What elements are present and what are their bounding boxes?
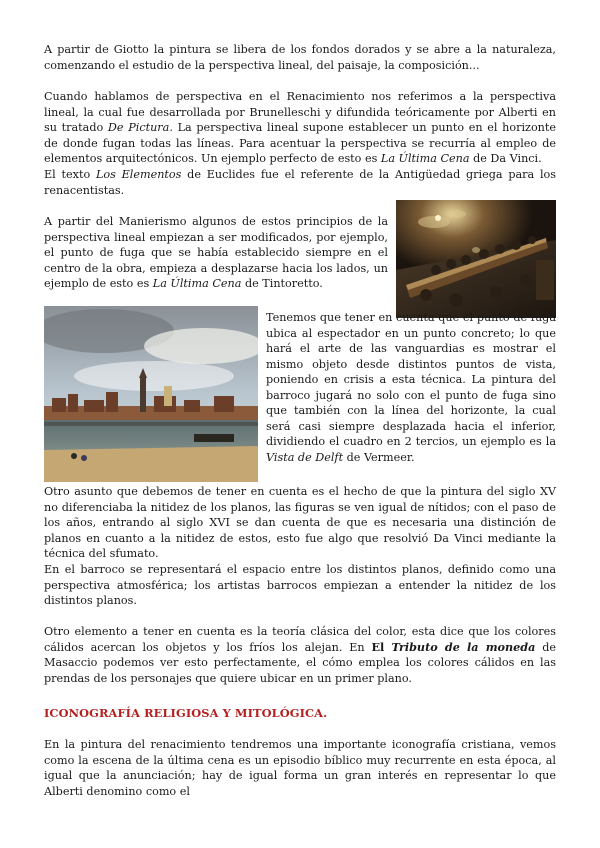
title-los-elementos: Los Elementos bbox=[95, 168, 182, 181]
paragraph-perspectiva-lineal bbox=[44, 89, 556, 167]
paragraph-euclides bbox=[44, 167, 556, 198]
text-span: de Tintoretto. bbox=[241, 277, 323, 290]
text-span: A partir del Manierismo algunos de estos principios de la perspectiva lineal empiezan a ser modificados, por ejemplo, el punto de fuga que se había establecido siempre en el centro de la obra, empieza a desplazarse hacia los lados, un ejemplo de esto es bbox=[44, 215, 388, 290]
text-span: Cuando hablamos de perspectiva en el Renacimiento nos referimos a la perspectiva lineal, la cual fue desarrollada por Brunelleschi y difundida teóricamente por Alberti en su tratado bbox=[44, 90, 556, 134]
paragraph-nitidez: Otro asunto que debemos de tener en cuenta es el hecho de que la pintura del siglo XV no diferenciaba la nitidez de los planos, las figuras se ven igual de nítidos; con el paso de los años, entrando al siglo XVI se dan cuenta de que es necesaria una distinción de planos en cuanto a la nitidez de estos, esto fue algo que resolvió Da Vinci mediante la técnica del sfumato. bbox=[44, 485, 556, 560]
image-vermeer-view-of-delft bbox=[44, 306, 258, 482]
paragraph-punto-de-fuga bbox=[266, 310, 556, 465]
image-tintoretto-last-supper bbox=[396, 200, 556, 318]
title-ultima-cena-davinci: La Última Cena bbox=[380, 152, 470, 165]
text-span: Otro elemento a tener en cuenta es la teoría clásica del color, esta dice que los colores cálidos acercan los objetos y los fríos los alejan. En bbox=[44, 625, 556, 654]
text-span: de Masaccio podemos ver esto perfectamente, el cómo emplea los colores cálidos en las prendas de los personajes que quiere ubicar en un primer plano. bbox=[44, 640, 556, 685]
title-tributo-de-la-moneda: Tributo de la moneda bbox=[391, 639, 536, 654]
text-span: de Vermeer. bbox=[343, 450, 415, 464]
paragraph-manierismo bbox=[44, 214, 388, 292]
paragraph-giotto: A partir de Giotto la pintura se libera de los fondos dorados y se abre a la naturaleza, comenzando el estudio de la perspectiva lineal, del paisaje, la composición... bbox=[44, 43, 556, 72]
title-vista-de-delft: Vista de Delft bbox=[266, 450, 344, 464]
paragraph-barroco: En el barroco se representará el espacio entre los distintos planos, definido como una perspectiva atmosférica; los artistas barrocos empiezan a entender la nitidez de los distintos planos. bbox=[44, 563, 556, 607]
paragraph-color bbox=[44, 624, 556, 686]
title-de-pictura: De Pictura bbox=[107, 121, 170, 134]
text-span: El texto bbox=[44, 168, 96, 181]
section-heading: ICONOGRAFÍA RELIGIOSA Y MITOLÓGICA. bbox=[44, 706, 328, 720]
text-span: Tenemos que tener en cuenta que el punto de fuga ubica al espectador en un punto concreto; lo que hará el arte de las vanguardias es mostrar el mismo objeto desde distintos puntos de vista, poniendo en crisis a esta técnica. La pintura del barroco jugará no solo con el punto de fuga sino que también con la línea del horizonte, la cual será casi siempre desplazada hacia el inferior, dividiendo el cuadro en 2 tercios, un ejemplo es la bbox=[266, 311, 556, 448]
title-ultima-cena-tintoretto: La Última Cena bbox=[152, 277, 242, 290]
text-span: . La perspectiva lineal supone establecer un punto en el horizonte de donde fugan todas las líneas. Para acentuar la perspectiva se recurría al empleo de elementos arquitectónicos. Un ejemplo perfecto de esto es bbox=[44, 121, 556, 165]
text-span: de Euclides fue el referente de la Antigüedad griega para los renacentistas. bbox=[44, 168, 557, 197]
paragraph-iconografia: En la pintura del renacimiento tendremos una importante iconografía cristiana, vemos como la escena de la última cena es un episodio bíblico muy recurrente en esta época, al igual que la anunciación; hay de igual forma un gran interés en representar lo que Alberti denomino como el bbox=[44, 738, 556, 798]
text-span: El bbox=[371, 639, 392, 654]
text-span: de Da Vinci. bbox=[469, 152, 542, 165]
